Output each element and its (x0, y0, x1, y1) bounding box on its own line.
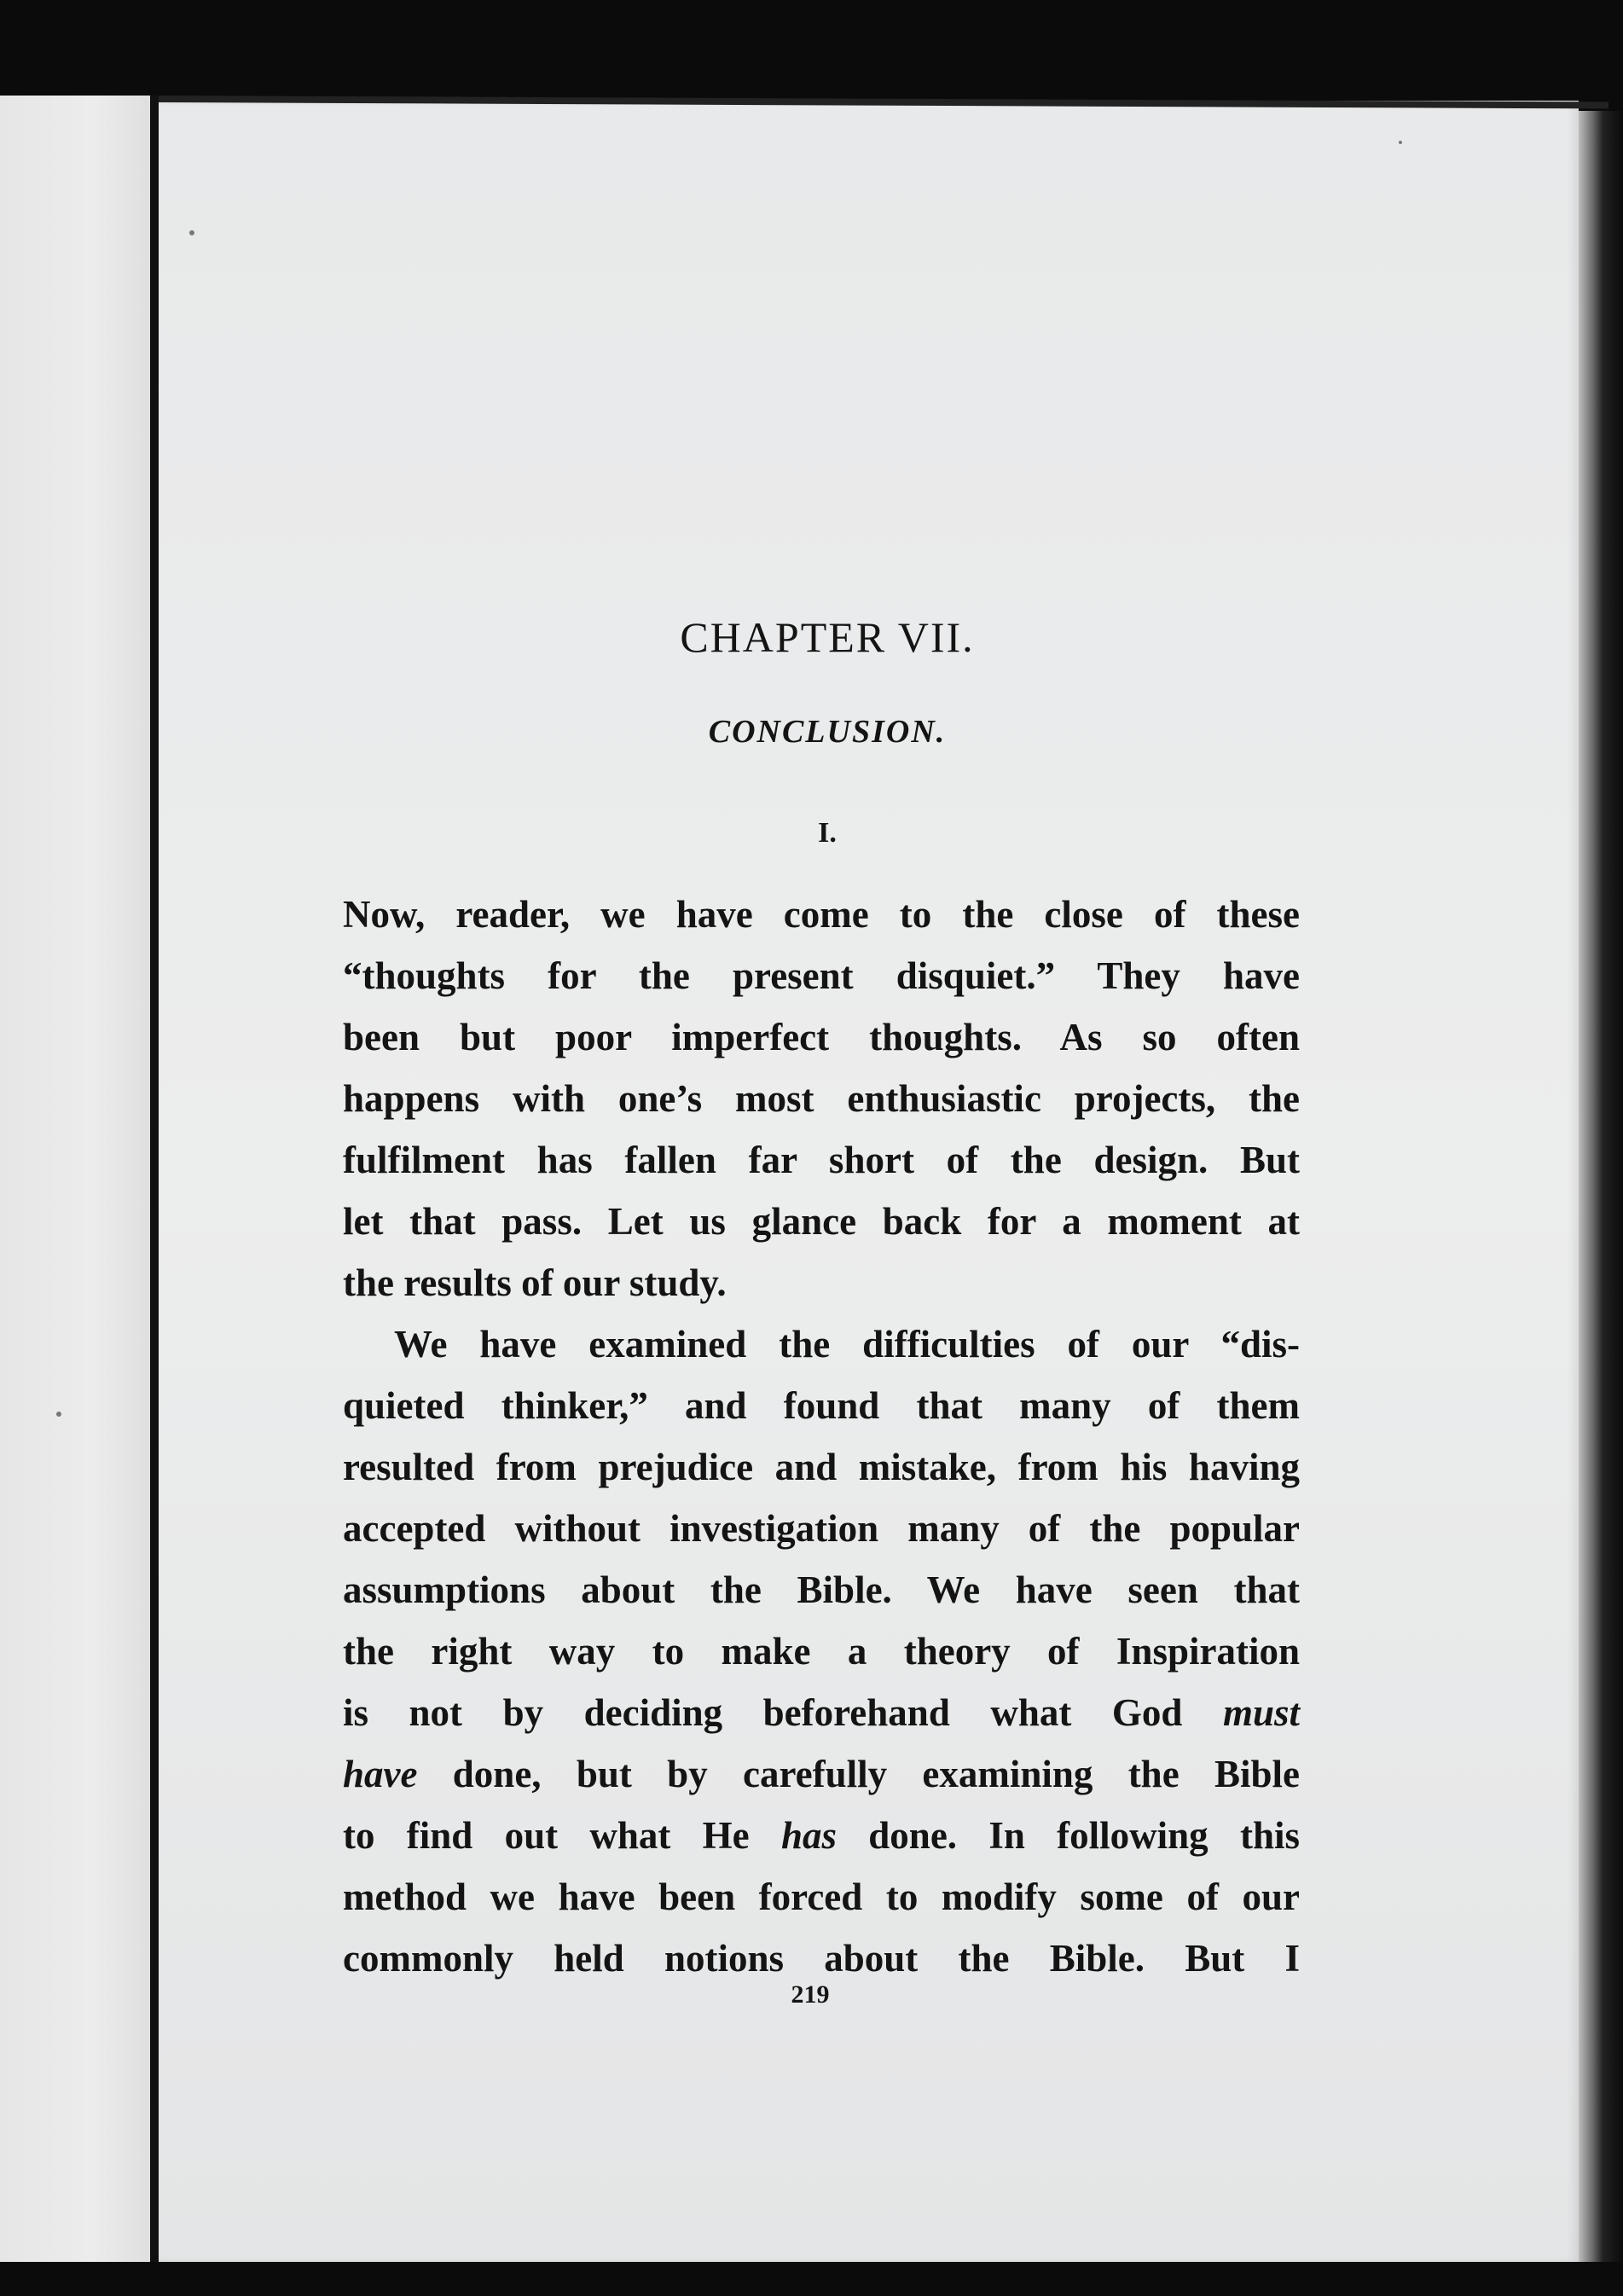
text-line: the results of our study. (343, 1261, 727, 1304)
chapter-subtitle: CONCLUSION. (708, 714, 947, 750)
chapter-title: CHAPTER VII. (680, 613, 975, 661)
text-line: accepted without investigation many of the popular (343, 1507, 1300, 1550)
page-number: 219 (791, 1980, 830, 2009)
text-run: done. In following this (837, 1814, 1300, 1857)
emphasis-text: has (780, 1814, 837, 1857)
text-line: happens with one’s most enthusiastic projects, the (343, 1077, 1300, 1120)
emphasis-text: must (1222, 1691, 1300, 1734)
paragraph (343, 884, 1300, 1313)
text-line: Now, reader, we have come to the close of these (343, 893, 1300, 936)
facing-page-edge (0, 96, 155, 2262)
text-run: to find out what He (343, 1814, 781, 1857)
paragraph (343, 1313, 1300, 1989)
text-line: “thoughts for the present disquiet.” They have (343, 954, 1300, 997)
dust-speck (189, 230, 194, 235)
dust-speck (56, 1412, 61, 1417)
text-line: the right way to make a theory of Inspiration (343, 1630, 1300, 1673)
book-gutter (150, 96, 159, 2296)
page-bottom-edge (0, 2262, 1623, 2296)
page-right-edge (1579, 111, 1623, 2296)
text-line (343, 1805, 1300, 1866)
text-line (343, 1682, 1300, 1743)
section-number: I. (818, 817, 837, 849)
text-line: been but poor imperfect thoughts. As so often (343, 1016, 1300, 1058)
dust-speck (1399, 141, 1402, 144)
text-line: fulfilment has fallen far short of the design. But (343, 1139, 1300, 1181)
text-line: quieted thinker,” and found that many of them (343, 1384, 1300, 1427)
body-text (343, 884, 1300, 1989)
text-run: is not by deciding beforehand what God (343, 1691, 1223, 1734)
text-run: done, but by carefully examining the Bible (417, 1753, 1300, 1795)
text-line: assumptions about the Bible. We have seen that (343, 1568, 1300, 1611)
emphasis-text: have (343, 1753, 418, 1795)
text-line: We have examined the difficulties of our “dis- (394, 1323, 1300, 1365)
text-line: let that pass. Let us glance back for a moment at (343, 1200, 1300, 1243)
text-line (343, 1743, 1300, 1805)
text-line: method we have been forced to modify some of our (343, 1876, 1300, 1918)
text-line: resulted from prejudice and mistake, from his having (343, 1446, 1300, 1488)
text-line: commonly held notions about the Bible. But I (343, 1937, 1300, 1980)
